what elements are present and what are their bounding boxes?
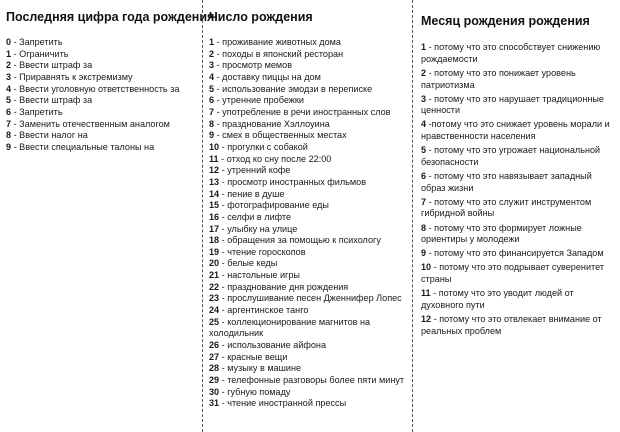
item-number: 4 — [209, 71, 215, 82]
item-number: 15 — [209, 200, 220, 211]
list-item — [209, 189, 412, 201]
item-text: - Ввести уголовную ответственность за — [11, 83, 180, 94]
list-item — [6, 84, 202, 96]
item-text: - селфи в лифте — [219, 211, 292, 222]
item-number: 7 — [421, 196, 427, 207]
list-item — [421, 94, 612, 117]
item-text: - проживание животных дома — [214, 37, 341, 47]
item-number: 4 — [421, 119, 427, 130]
item-text: - обращения за помощью к психологу — [219, 235, 381, 246]
list-item — [209, 293, 412, 305]
item-number: 0 — [6, 37, 12, 47]
list-item — [209, 270, 412, 282]
item-number: 8 — [421, 222, 427, 233]
list-item — [6, 107, 202, 119]
item-text: - Заменить отечественным аналогом — [11, 118, 170, 129]
item-text: - потому что это служит инструментом гибридной войны — [421, 196, 592, 219]
item-text: - походы в японский ресторан — [214, 48, 344, 59]
column-birth-day — [202, 0, 412, 432]
item-text: - доставку пиццы на дом — [214, 71, 321, 82]
list-item — [6, 49, 202, 61]
item-text: - использование эмодзи в переписке — [214, 83, 373, 94]
item-text: - Приравнять к экстремизму — [11, 71, 133, 82]
item-number: 21 — [209, 270, 220, 281]
item-text: - просмотр мемов — [214, 60, 293, 71]
list-item — [209, 398, 412, 410]
item-text: - празднование дня рождения — [219, 281, 349, 292]
item-text: - телефонные разговоры более пяти минут — [219, 375, 405, 386]
item-text: - Ввести налог на — [11, 130, 88, 141]
list-item — [421, 288, 612, 311]
list-item — [421, 197, 612, 220]
item-number: 5 — [421, 145, 427, 156]
item-number: 2 — [421, 67, 427, 78]
item-text: - смех в общественных местах — [214, 130, 347, 141]
item-number: 2 — [209, 48, 215, 59]
item-number: 3 — [421, 93, 427, 104]
list-item — [209, 154, 412, 166]
item-text: холодильник — [209, 328, 264, 339]
list-item — [209, 247, 412, 259]
item-number: 13 — [209, 176, 220, 187]
item-number: 8 — [6, 130, 12, 141]
column-title: Последняя цифра года рождения — [6, 10, 215, 24]
item-number: 2 — [6, 60, 12, 71]
item-text: - чтение иностранной прессы — [219, 398, 347, 409]
column-birth-month — [412, 0, 620, 432]
item-text: - настольные игры — [219, 270, 300, 281]
item-number: 1 — [6, 48, 12, 59]
list-item — [209, 387, 412, 399]
item-text: - красные вещи — [219, 351, 288, 362]
list-item — [209, 107, 412, 119]
list-item — [209, 60, 412, 72]
item-text: - Ограничить — [11, 48, 69, 59]
item-text: - потому что это навязывает западный образ жизни — [421, 170, 592, 193]
list-item — [209, 212, 412, 224]
item-number: 16 — [209, 211, 220, 222]
item-number: 10 — [209, 141, 220, 152]
list-item — [6, 60, 202, 72]
item-number: 1 — [421, 42, 427, 52]
item-text: - Запретить — [11, 37, 63, 47]
item-text: - чтение гороскопов — [219, 246, 306, 257]
item-number: 6 — [421, 170, 427, 181]
item-number: 5 — [209, 83, 215, 94]
item-text: - улыбку на улице — [219, 223, 298, 234]
item-text: - коллекционирование магнитов на — [219, 316, 371, 327]
list-item — [209, 305, 412, 317]
list-item — [209, 142, 412, 154]
item-number: 9 — [421, 248, 427, 259]
list-item — [421, 119, 612, 142]
item-text: - потому что это отвлекает внимание от реальных проблем — [421, 314, 602, 336]
list-item — [6, 37, 202, 49]
item-list — [209, 37, 412, 410]
item-text: - музыку в машине — [219, 363, 302, 374]
item-number: 20 — [209, 258, 220, 269]
list-item — [209, 72, 412, 84]
item-number: 12 — [421, 314, 432, 325]
item-text: - Ввести штраф за — [11, 60, 93, 71]
item-number: 28 — [209, 363, 220, 374]
item-text: - белые кеды — [219, 258, 278, 269]
item-text: - утренний кофе — [219, 165, 291, 176]
item-text: - празднование Хэллоуина — [214, 118, 330, 129]
item-text: - потому что это финансируется Западом — [426, 248, 604, 259]
item-number: 26 — [209, 340, 220, 351]
item-text: - Запретить — [11, 106, 63, 117]
list-item — [421, 262, 612, 285]
item-text: - использование айфона — [219, 340, 327, 351]
list-item — [209, 49, 412, 61]
item-text: - потому что это угрожает национальной безопасности — [421, 145, 601, 167]
list-item — [209, 282, 412, 294]
item-number: 8 — [209, 118, 215, 129]
list-item — [421, 68, 612, 91]
item-number: 25 — [209, 316, 220, 327]
item-text: - потому что это формирует ложные ориентиры у молодежи — [421, 222, 582, 245]
list-item — [209, 200, 412, 212]
list-item — [209, 328, 412, 340]
item-text: - аргентинское танго — [219, 305, 309, 316]
item-list — [421, 42, 612, 337]
item-text: - потому что это подрывает суверенитет страны — [421, 262, 605, 285]
item-text: - потому что это уводит людей от духовного пути — [421, 288, 574, 310]
item-text: - губную помаду — [219, 386, 291, 397]
item-number: 12 — [209, 165, 220, 176]
item-list — [6, 37, 202, 154]
item-number: 17 — [209, 223, 220, 234]
item-number: 14 — [209, 188, 220, 199]
item-number: 22 — [209, 281, 220, 292]
column-title: Месяц рождения рождения — [421, 14, 590, 28]
list-item — [209, 224, 412, 236]
item-number: 29 — [209, 375, 220, 386]
item-number: 6 — [6, 106, 12, 117]
list-item — [6, 142, 202, 154]
item-text: - отход ко сну после 22:00 — [218, 153, 332, 164]
item-number: 1 — [209, 37, 215, 47]
item-number: 30 — [209, 386, 220, 397]
list-item — [209, 235, 412, 247]
list-item — [209, 340, 412, 352]
item-number: 7 — [6, 118, 12, 129]
list-item — [209, 258, 412, 270]
item-number: 4 — [6, 83, 12, 94]
item-text: - прогулки с собакой — [219, 141, 308, 152]
list-item — [209, 119, 412, 131]
list-item — [6, 72, 202, 84]
item-number: 11 — [209, 153, 219, 164]
list-item — [421, 314, 612, 337]
item-number: 3 — [6, 71, 12, 82]
item-number: 7 — [209, 106, 215, 117]
list-item — [209, 84, 412, 96]
item-text: - просмотр иностранных фильмов — [219, 176, 367, 187]
item-text: - фотографирование еды — [219, 200, 329, 211]
item-number: 11 — [421, 288, 431, 299]
item-text: - пение в душе — [219, 188, 285, 199]
item-number: 3 — [209, 60, 215, 71]
list-item — [421, 42, 612, 65]
item-text: - Ввести специальные талоны на — [11, 141, 155, 152]
item-number: 31 — [209, 398, 220, 409]
column-title: Число рождения — [209, 10, 313, 24]
item-number: 9 — [6, 141, 12, 152]
list-item — [209, 375, 412, 387]
item-number: 10 — [421, 262, 432, 273]
item-text: - потому что это понижает уровень патриотизма — [421, 67, 576, 90]
list-item — [209, 95, 412, 107]
item-number: 23 — [209, 293, 220, 304]
list-item — [209, 352, 412, 364]
list-item — [209, 363, 412, 375]
item-text: - Ввести штраф за — [11, 95, 93, 106]
item-number: 6 — [209, 95, 215, 106]
item-number: 5 — [6, 95, 12, 106]
list-item — [421, 171, 612, 194]
list-item — [6, 95, 202, 107]
list-item — [209, 177, 412, 189]
item-number: 19 — [209, 246, 220, 257]
list-item — [421, 223, 612, 246]
item-text: -потому что это снижает уровень морали и нравственности населения — [421, 119, 610, 142]
item-text: - потому что это способствует снижению рождаемости — [421, 42, 601, 64]
item-number: 9 — [209, 130, 215, 141]
item-number: 27 — [209, 351, 220, 362]
list-item — [6, 130, 202, 142]
list-item — [209, 37, 412, 49]
item-number: 18 — [209, 235, 220, 246]
list-item — [209, 130, 412, 142]
item-text: - потому что это нарушает традиционные ценности — [421, 93, 604, 116]
list-item — [421, 248, 612, 260]
list-item — [209, 165, 412, 177]
list-item — [209, 317, 412, 329]
item-number: 24 — [209, 305, 220, 316]
item-text: - употребление в речи иностранных слов — [214, 106, 391, 117]
list-item — [421, 145, 612, 168]
item-text: - прослушивание песен Дженнифер Лопес — [219, 293, 402, 304]
list-item — [6, 119, 202, 131]
item-text: - утренние пробежки — [214, 95, 304, 106]
